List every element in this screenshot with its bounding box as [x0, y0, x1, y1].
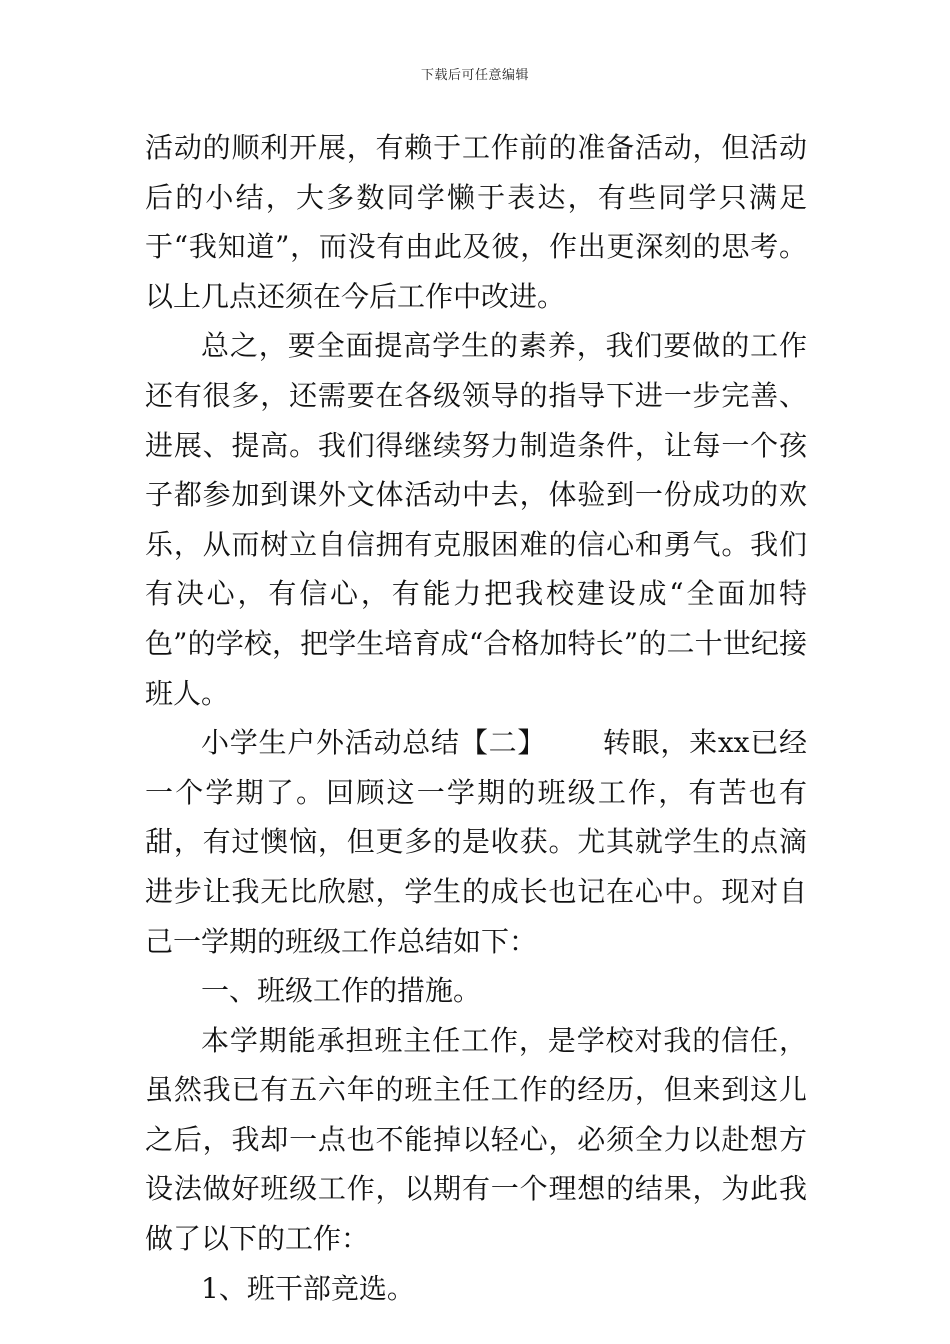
paragraph-summary-two-text: 转眼，来xx已经一个学期了。回顾这一学期的班级工作，有苦也有甜，有过懊恼，但更多的是收获。尤其就学生的点滴进步让我无比欣慰，学生的成长也记在心中。现对自己一学期的班级工作总结如下：	[145, 726, 807, 958]
section-title-measures: 一、班级工作的措施。	[201, 974, 482, 1008]
paragraph-summary-two	[145, 718, 807, 966]
item-class-cadre-election: 1、班干部竞选。	[201, 1271, 415, 1305]
paragraph-activity-review: 活动的顺利开展，有赖于工作前的准备活动，但活动后的小结，大多数同学懒于表达，有些同学只满足于“我知道”，而没有由此及彼，作出更深刻的思考。以上几点还须在今后工作中改进。	[145, 131, 807, 313]
section-heading: 小学生户外活动总结【二】	[201, 726, 547, 760]
paragraph-class-work: 本学期能承担班主任工作，是学校对我的信任，虽然我已有五六年的班主任工作的经历，但来到这儿之后，我却一点也不能掉以轻心，必须全力以赴想方设法做好班级工作，以期有一个理想的结果，为此我做了以下的工作：	[145, 1023, 807, 1256]
document-body	[145, 123, 807, 1313]
page-header-note: 下载后可任意编辑	[420, 68, 529, 83]
paragraph-conclusion: 总之，要全面提高学生的素养，我们要做的工作还有很多，还需要在各级领导的指导下进一步完善、进展、提高。我们得继续努力制造条件，让每一个孩子都参加到课外文体活动中去，体验到一份成功的欢乐，从而树立自信拥有克服困难的信心和勇气。我们有决心，有信心，有能力把我校建设成“全面加特色”的学校，把学生培育成“合格加特长”的二十世纪接班人。	[145, 329, 807, 710]
